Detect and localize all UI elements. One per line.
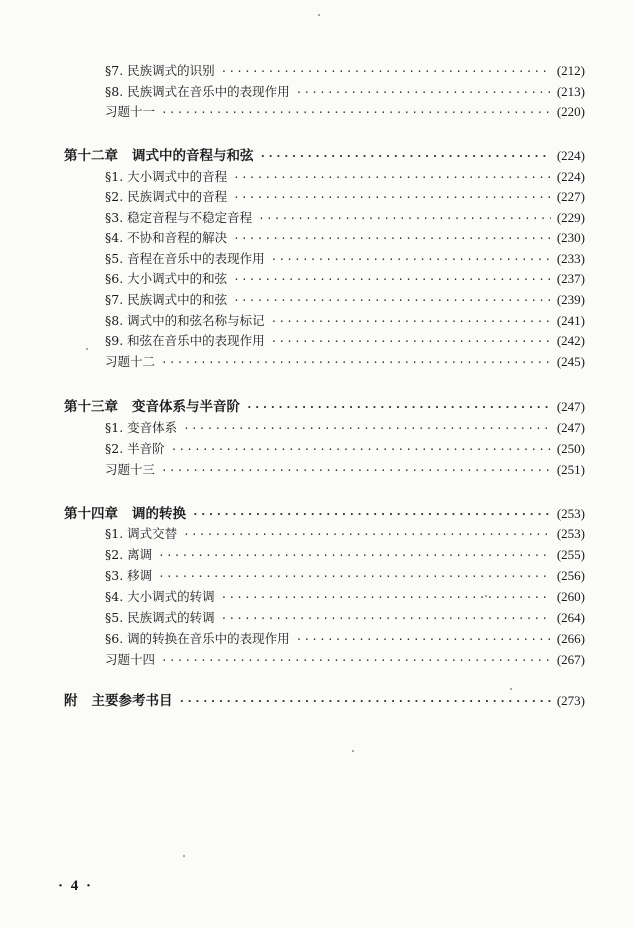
dot-leader — [171, 441, 551, 459]
toc-entry-page: (267) — [556, 652, 585, 667]
toc-entry-label: §1. 变音体系 — [105, 420, 178, 435]
toc-entry-page: (245) — [556, 354, 585, 369]
dot-leader — [221, 63, 551, 81]
toc-entry-label: §4. 不协和音程的解决 — [105, 230, 228, 245]
toc-entry-section[interactable] — [105, 270, 585, 289]
toc-entry-page: (256) — [556, 568, 585, 583]
dot-leader — [258, 210, 551, 228]
scan-speck — [352, 750, 354, 752]
dot-leader — [296, 84, 551, 102]
toc-entry-page: (253) — [556, 526, 585, 541]
toc-entry-label: §7. 民族调式中的和弦 — [105, 292, 228, 307]
toc-entry-page: (224) — [556, 169, 585, 184]
page-number: · 4 · — [58, 878, 94, 894]
toc-entry-page: (229) — [556, 210, 585, 225]
toc-entry-page: (220) — [556, 104, 585, 119]
toc-entry-section[interactable] — [105, 609, 585, 628]
toc-entry-section[interactable] — [105, 83, 585, 102]
toc-entry-page: (264) — [556, 610, 585, 625]
chapter-title: 调式中的音程与和弦 — [132, 148, 254, 164]
dot-leader — [233, 189, 551, 207]
toc-entry-label: 习题十一 — [105, 104, 156, 119]
toc-entry-section[interactable] — [105, 588, 585, 607]
toc-entry-page: (224) — [556, 148, 585, 163]
toc-entry-section[interactable] — [105, 630, 585, 649]
toc-entry-label: §6. 大小调式中的和弦 — [105, 271, 228, 286]
toc-entry-label: §8. 调式中的和弦名称与标记 — [105, 313, 265, 328]
toc-entry-page: (253) — [556, 506, 585, 521]
toc-entry-section[interactable] — [105, 188, 585, 207]
toc-entry-page: (237) — [556, 271, 585, 286]
scan-speck — [485, 595, 487, 597]
toc-entry-label: §4. 大小调式的转调 — [105, 589, 215, 604]
toc-entry-label: §2. 民族调式中的音程 — [105, 189, 228, 204]
chapter-title: 调的转换 — [132, 506, 186, 522]
dot-leader — [192, 506, 551, 524]
toc-entry-appendix[interactable] — [64, 692, 585, 711]
toc-entry-section[interactable] — [105, 62, 585, 81]
toc-entry-label: §7. 民族调式的识别 — [105, 63, 215, 78]
toc-entry-chapter[interactable] — [64, 505, 585, 524]
toc-entry-page: (247) — [556, 399, 585, 414]
toc-entry-page: (255) — [556, 547, 585, 562]
appendix-marker: 附 — [64, 693, 78, 709]
dot-leader — [183, 526, 551, 544]
toc-entry-label: §3. 稳定音程与不稳定音程 — [105, 210, 253, 225]
dot-leader — [246, 399, 551, 417]
toc-entry-exercise[interactable] — [105, 353, 585, 372]
dot-leader — [158, 568, 551, 586]
dot-leader — [271, 313, 551, 331]
toc-entry-page: (247) — [556, 420, 585, 435]
toc-entry-label: §1. 大小调式中的音程 — [105, 169, 228, 184]
dot-leader — [161, 354, 551, 372]
dot-leader — [183, 420, 551, 438]
toc-entry-label: §2. 离调 — [105, 547, 153, 562]
toc-entry-section[interactable] — [105, 312, 585, 331]
chapter-number: 第十二章 — [64, 148, 118, 164]
dot-leader — [233, 271, 551, 289]
toc-entry-page: (242) — [556, 333, 585, 348]
toc-entry-page: (273) — [556, 693, 585, 708]
toc-entry-exercise[interactable] — [105, 461, 585, 480]
toc-entry-label: §5. 音程在音乐中的表现作用 — [105, 251, 265, 266]
toc-entry-section[interactable] — [105, 229, 585, 248]
chapter-title: 变音体系与半音阶 — [132, 399, 240, 415]
scan-speck — [86, 348, 88, 350]
toc-entry-section[interactable] — [105, 291, 585, 310]
toc-entry-section[interactable] — [105, 525, 585, 544]
toc-entry-page: (233) — [556, 251, 585, 266]
chapter-number: 第十四章 — [64, 506, 118, 522]
chapter-number: 第十三章 — [64, 399, 118, 415]
toc-entry-page: (260) — [556, 589, 585, 604]
appendix-title: 主要参考书目 — [91, 693, 173, 709]
toc-entry-section[interactable] — [105, 168, 585, 187]
toc-entry-label: §9. 和弦在音乐中的表现作用 — [105, 333, 265, 348]
toc-entry-page: (266) — [556, 631, 585, 646]
dot-leader — [221, 610, 551, 628]
dot-leader — [271, 251, 551, 269]
toc-entry-label: 习题十二 — [105, 354, 156, 369]
toc-entry-page: (227) — [556, 189, 585, 204]
toc-entry-label: §2. 半音阶 — [105, 441, 165, 456]
toc-entry-chapter[interactable] — [64, 398, 585, 417]
toc-entry-label: 习题十四 — [105, 652, 156, 667]
toc-entry-section[interactable] — [105, 419, 585, 438]
toc-entry-section[interactable] — [105, 209, 585, 228]
toc-entry-chapter[interactable] — [64, 147, 585, 166]
toc-entry-section[interactable] — [105, 567, 585, 586]
toc-entry-section[interactable] — [105, 332, 585, 351]
toc-entry-label: 习题十三 — [105, 462, 156, 477]
scan-speck — [183, 855, 185, 857]
dot-leader — [158, 547, 551, 565]
toc-entry-label: §5. 民族调式的转调 — [105, 610, 215, 625]
toc-entry-page: (250) — [556, 441, 585, 456]
scan-speck — [510, 688, 512, 690]
dot-leader — [221, 589, 551, 607]
toc-entry-page: (212) — [556, 63, 585, 78]
scan-speck — [318, 14, 320, 16]
toc-entry-label: §6. 调的转换在音乐中的表现作用 — [105, 631, 290, 646]
dot-leader — [260, 148, 551, 166]
toc-entry-page: (241) — [556, 313, 585, 328]
toc-entry-section[interactable] — [105, 440, 585, 459]
toc-entry-label: §8. 民族调式在音乐中的表现作用 — [105, 84, 290, 99]
toc-entry-page: (230) — [556, 230, 585, 245]
dot-leader — [271, 333, 551, 351]
toc-entry-label: §1. 调式交替 — [105, 526, 178, 541]
dot-leader — [161, 462, 551, 480]
toc-entry-page: (213) — [556, 84, 585, 99]
dot-leader — [161, 104, 551, 122]
toc-entry-page: (251) — [556, 462, 585, 477]
dot-leader — [296, 631, 551, 649]
dot-leader — [233, 169, 551, 187]
toc-entry-page: (239) — [556, 292, 585, 307]
toc-entry-exercise[interactable] — [105, 651, 585, 670]
dot-leader — [233, 292, 551, 310]
toc-entry-section[interactable] — [105, 250, 585, 269]
toc-entry-section[interactable] — [105, 546, 585, 565]
toc-entry-exercise[interactable] — [105, 103, 585, 122]
toc-entry-label: §3. 移调 — [105, 568, 153, 583]
dot-leader — [233, 230, 551, 248]
dot-leader — [179, 693, 551, 711]
dot-leader — [161, 652, 551, 670]
